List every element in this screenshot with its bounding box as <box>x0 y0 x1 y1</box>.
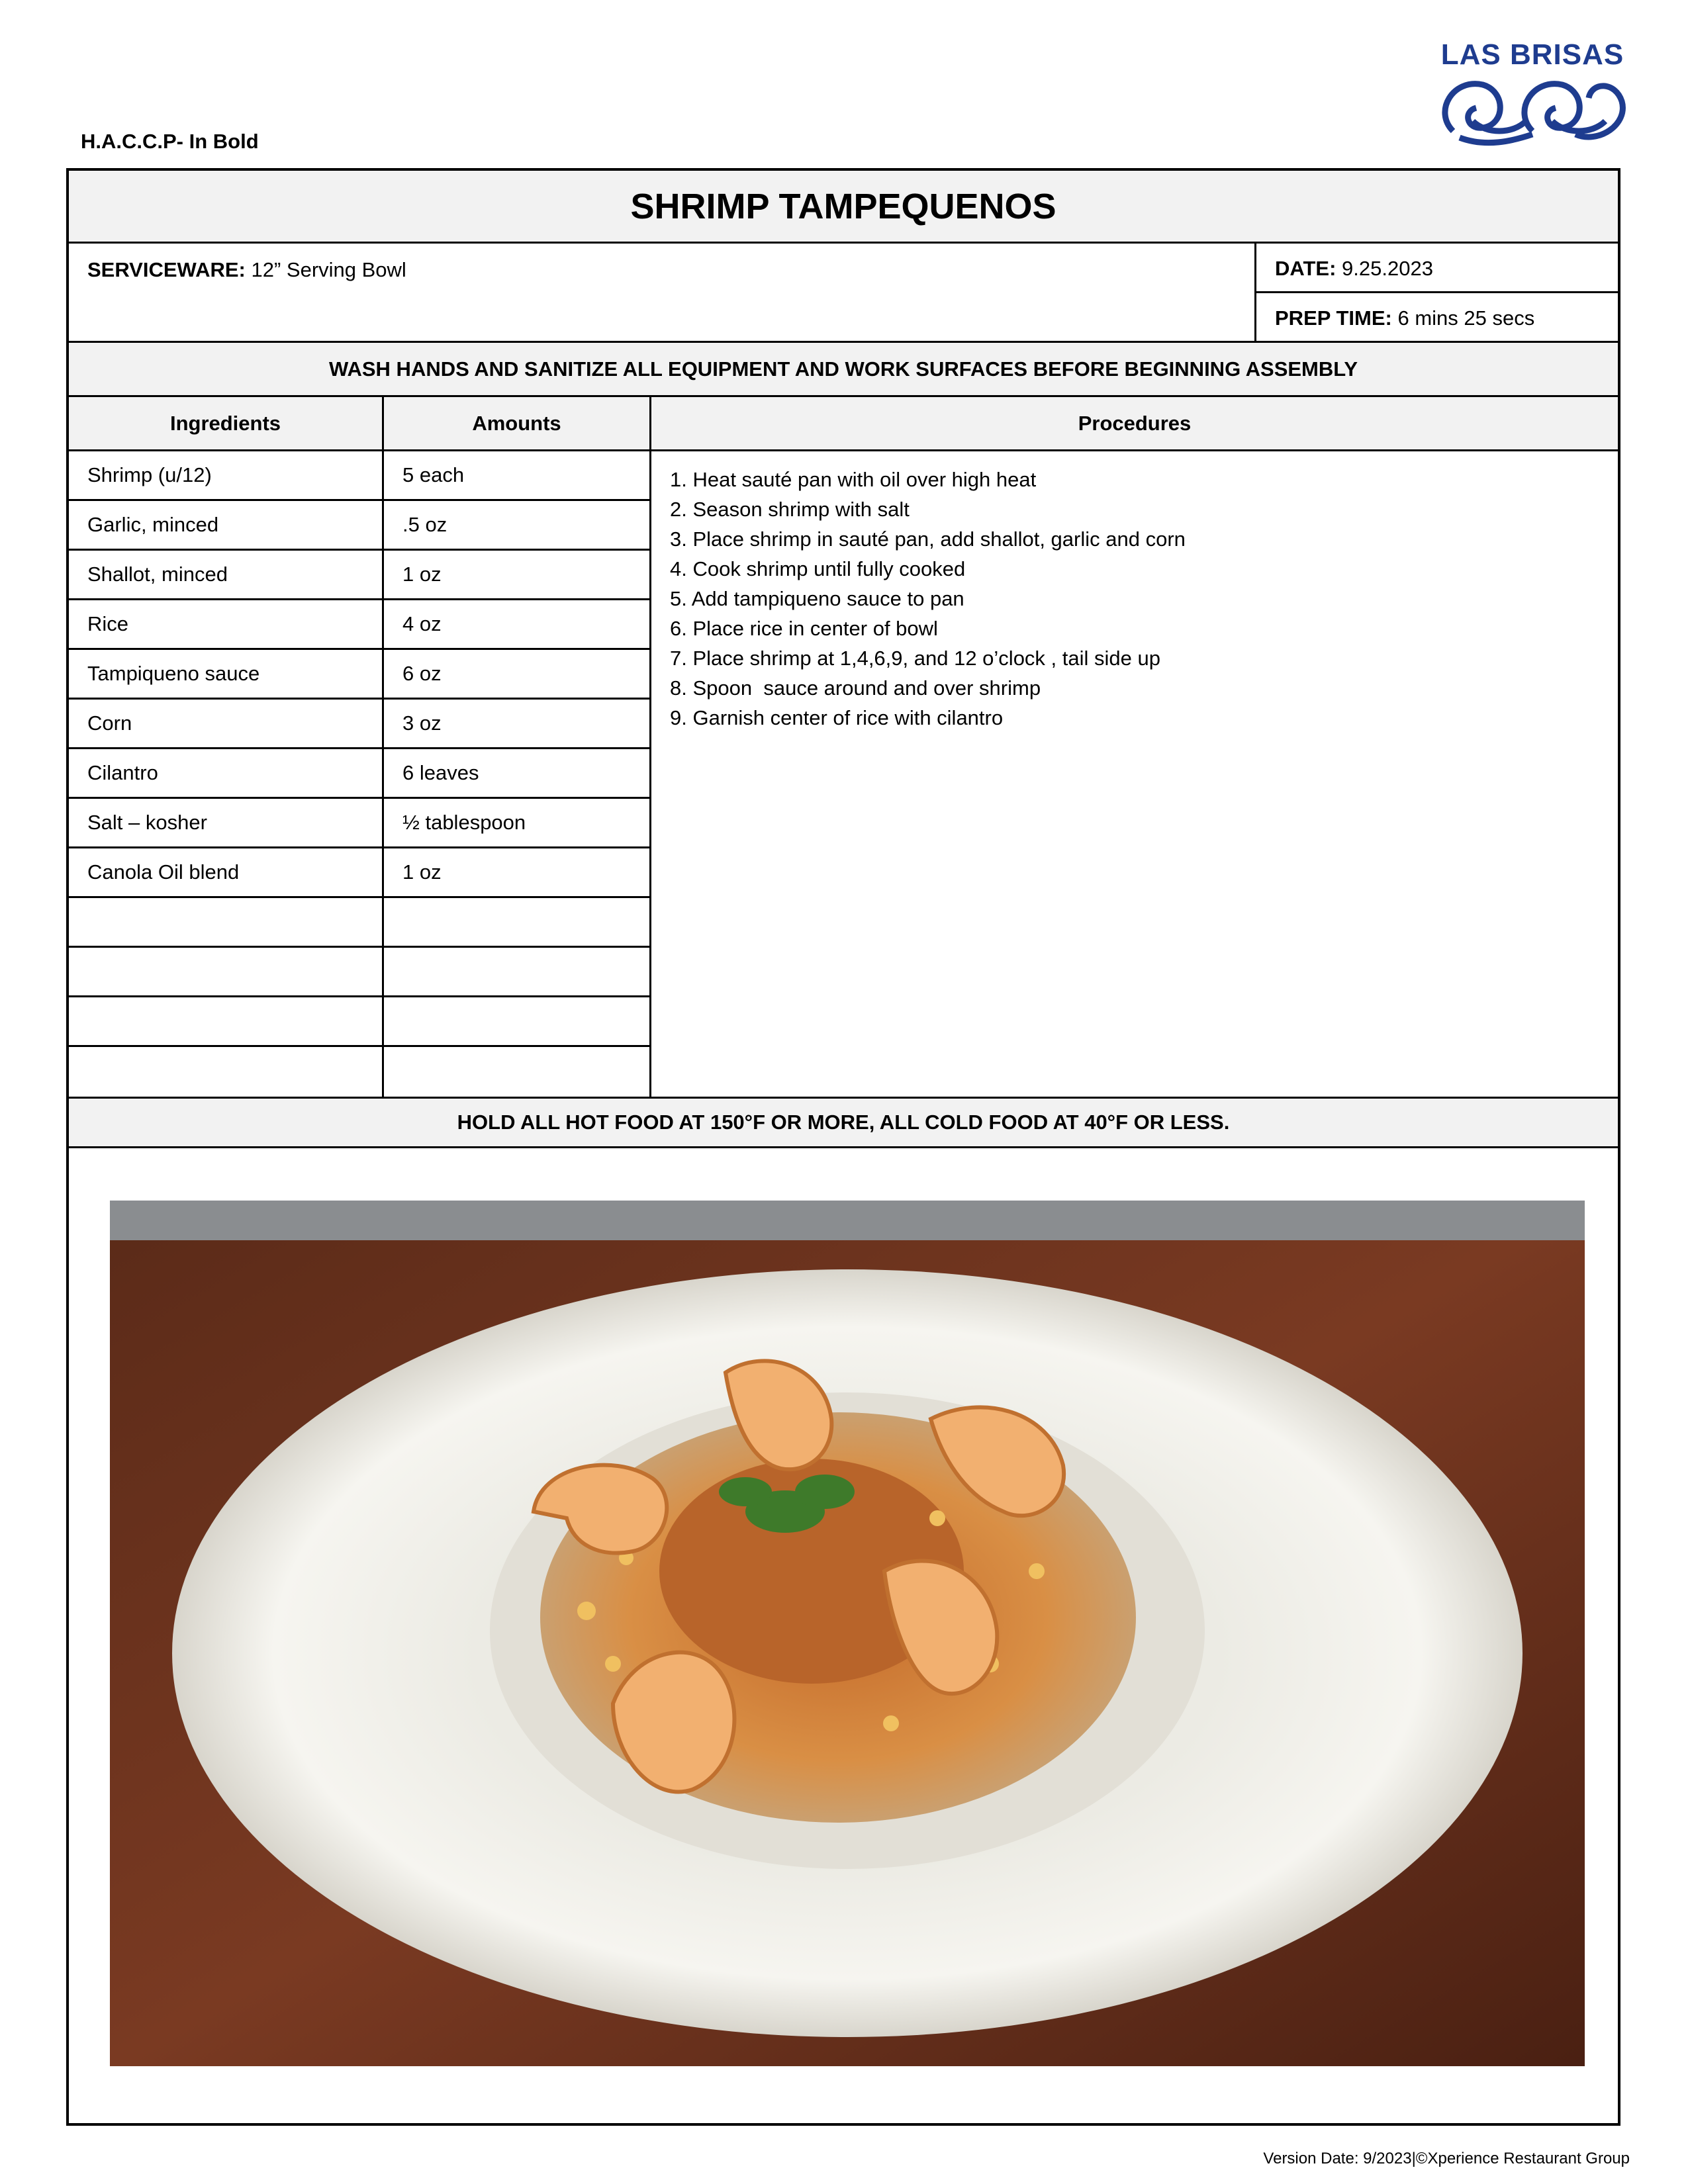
ingredient-name: Garlic, minced <box>69 501 384 549</box>
ingredient-amount: 5 each <box>384 451 651 499</box>
ingredient-row <box>69 501 651 551</box>
ingredient-amount: 4 oz <box>384 600 651 648</box>
serviceware-row <box>69 244 1618 343</box>
ingredient-amount: 3 oz <box>384 700 651 747</box>
procedure-step: 2. Season shrimp with salt <box>670 498 910 521</box>
date-value: 9.25.2023 <box>1342 257 1433 280</box>
procedures-list <box>651 451 1618 1097</box>
ingredient-row <box>69 948 651 997</box>
ingredient-row <box>69 898 651 948</box>
prep-time-label: PREP TIME: <box>1275 306 1392 330</box>
procedure-step: 6. Place rice in center of bowl <box>670 617 938 640</box>
ingredient-name: Shrimp (u/12) <box>69 451 384 499</box>
ingredient-amount: ½ tablespoon <box>384 799 651 846</box>
recipe-title: SHRIMP TAMPEQUENOS <box>69 171 1618 244</box>
ingredient-row <box>69 650 651 700</box>
procedure-step: 7. Place shrimp at 1,4,6,9, and 12 o’clock , tail side up <box>670 647 1160 670</box>
ingredient-name <box>69 1047 384 1097</box>
ingredient-row <box>69 700 651 749</box>
ingredient-row <box>69 749 651 799</box>
serviceware-label: SERVICEWARE: <box>87 258 246 281</box>
ingredient-amount <box>384 997 651 1045</box>
ingredient-row <box>69 997 651 1047</box>
ingredient-name <box>69 997 384 1045</box>
procedure-step: 1. Heat sauté pan with oil over high heat <box>670 468 1037 491</box>
serviceware-cell <box>69 244 1256 341</box>
ingredient-name <box>69 898 384 946</box>
wash-notice: WASH HANDS AND SANITIZE ALL EQUIPMENT AND WORK SURFACES BEFORE BEGINNING ASSEMBLY <box>69 343 1618 397</box>
ingredient-name: Salt – kosher <box>69 799 384 846</box>
ingredient-name: Shallot, minced <box>69 551 384 598</box>
date-label: DATE: <box>1275 257 1336 280</box>
ingredient-amount: 1 oz <box>384 551 651 598</box>
ingredient-amount: .5 oz <box>384 501 651 549</box>
procedure-step: 5. Add tampiqueno sauce to pan <box>670 587 964 610</box>
ingredient-amount: 6 oz <box>384 650 651 698</box>
ingredient-name: Tampiqueno sauce <box>69 650 384 698</box>
version-footer: Version Date: 9/2023|©Xperience Restaurant Group <box>1263 2150 1630 2167</box>
las-brisas-logo <box>1433 38 1632 151</box>
wave-logo-icon <box>1433 71 1632 151</box>
ingredient-row <box>69 1047 651 1097</box>
ingredient-amount <box>384 898 651 946</box>
date-cell <box>1256 244 1618 293</box>
procedures-header: Procedures <box>1078 411 1192 435</box>
ingredient-name: Rice <box>69 600 384 648</box>
amounts-header: Amounts <box>384 397 651 449</box>
ingredient-row <box>69 600 651 650</box>
ingredient-row <box>69 551 651 600</box>
table-header <box>69 397 1618 451</box>
prep-time-cell <box>1256 293 1618 343</box>
logo-text: LAS BRISAS <box>1440 38 1624 71</box>
ingredient-amount <box>384 1047 651 1097</box>
prep-time-value: 6 mins 25 secs <box>1397 306 1535 330</box>
serviceware-value: 12” Serving Bowl <box>251 258 406 281</box>
procedure-step: 9. Garnish center of rice with cilantro <box>670 706 1004 729</box>
ingredient-row <box>69 848 651 898</box>
haccp-note: H.A.C.C.P- In Bold <box>81 130 259 153</box>
ingredient-name: Canola Oil blend <box>69 848 384 896</box>
procedure-step: 8. Spoon sauce around and over shrimp <box>670 676 1041 700</box>
procedure-step: 4. Cook shrimp until fully cooked <box>670 557 966 580</box>
ingredient-row <box>69 451 651 501</box>
procedure-step: 3. Place shrimp in sauté pan, add shallot, garlic and corn <box>670 527 1186 551</box>
ingredient-row <box>69 799 651 848</box>
ingredient-amount: 6 leaves <box>384 749 651 797</box>
recipe-card <box>66 168 1620 2126</box>
hold-notice: HOLD ALL HOT FOOD AT 150°F OR MORE, ALL COLD FOOD AT 40°F OR LESS. <box>69 1097 1618 1148</box>
ingredient-amount: 1 oz <box>384 848 651 896</box>
ingredients-header: Ingredients <box>69 397 384 449</box>
ingredient-name: Cilantro <box>69 749 384 797</box>
dish-photo <box>110 1201 1585 2066</box>
ingredient-amount <box>384 948 651 995</box>
ingredient-name: Corn <box>69 700 384 747</box>
ingredients-table <box>69 451 651 1097</box>
ingredient-name <box>69 948 384 995</box>
